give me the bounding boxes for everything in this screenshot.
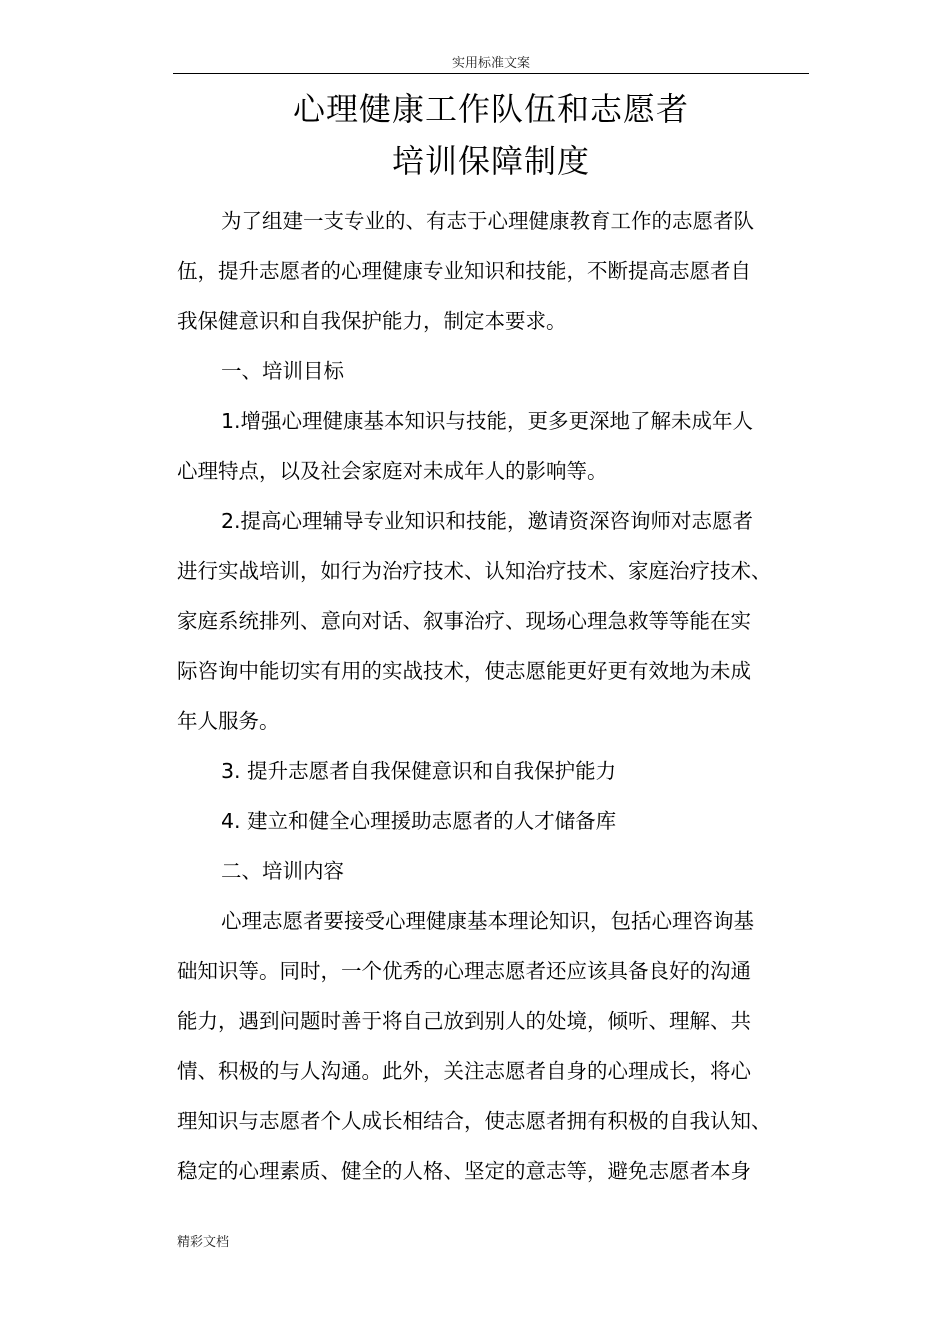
- goal-item-2-line: 2.提高心理辅导专业知识和技能，邀请资深咨询师对志愿者: [221, 509, 754, 533]
- document-body: [177, 196, 809, 1196]
- goal-item-2-line: 年人服务。: [177, 709, 280, 733]
- page-header: 实用标准文案: [173, 54, 809, 74]
- content-paragraph-line: 心理志愿者要接受心理健康基本理论知识，包括心理咨询基: [221, 909, 754, 933]
- content-paragraph-line: 能力，遇到问题时善于将自己放到别人的处境，倾听、理解、共: [177, 1009, 751, 1033]
- goal-item-1-line: 心理特点，以及社会家庭对未成年人的影响等。: [177, 459, 608, 483]
- intro-paragraph-line: 我保健意识和自我保护能力，制定本要求。: [177, 309, 567, 333]
- intro-paragraph-line: 为了组建一支专业的、有志于心理健康教育工作的志愿者队: [221, 209, 754, 233]
- goal-item-4: 4. 建立和健全心理援助志愿者的人才储备库: [221, 809, 617, 833]
- goal-item-1-line: 1.增强心理健康基本知识与技能，更多更深地了解未成年人: [221, 409, 754, 433]
- goal-item-2-line: 进行实战培训，如行为治疗技术、认知治疗技术、家庭治疗技术、: [177, 559, 772, 583]
- content-paragraph-line: 础知识等。同时，一个优秀的心理志愿者还应该具备良好的沟通: [177, 959, 751, 983]
- section-heading-training-goals: 一、培训目标: [221, 359, 344, 383]
- document-title-line-2: 培训保障制度: [391, 142, 590, 180]
- intro-paragraph-line: 伍，提升志愿者的心理健康专业知识和技能，不断提高志愿者自: [177, 259, 751, 283]
- document-title-line-1: 心理健康工作队伍和志愿者: [292, 90, 689, 128]
- goal-item-3: 3. 提升志愿者自我保健意识和自我保护能力: [221, 759, 617, 783]
- content-paragraph-line: 理知识与志愿者个人成长相结合，使志愿者拥有积极的自我认知、: [177, 1109, 772, 1133]
- section-heading-training-content: 二、培训内容: [221, 859, 344, 883]
- goal-item-2-line: 际咨询中能切实有用的实战技术，使志愿能更好更有效地为未成: [177, 659, 751, 683]
- content-paragraph-line: 稳定的心理素质、健全的人格、坚定的意志等，避免志愿者本身: [177, 1159, 751, 1183]
- goal-item-2-line: 家庭系统排列、意向对话、叙事治疗、现场心理急救等等能在实: [177, 609, 751, 633]
- page-footer: 精彩文档: [177, 1235, 230, 1250]
- content-paragraph-line: 情、积极的与人沟通。此外，关注志愿者自身的心理成长，将心: [177, 1059, 751, 1083]
